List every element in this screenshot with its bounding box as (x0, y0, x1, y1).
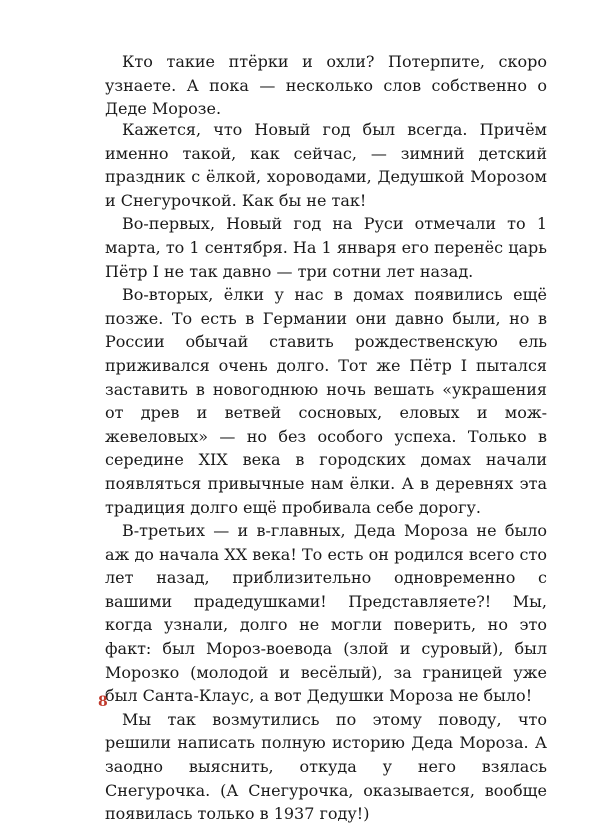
paragraph-firstly: Во-первых, Новый год на Руси отмечали то 1 марта, то 1 сентября. На 1 января его перенёс царь Пётр I не так давно — три сотни лет назад. (105, 214, 547, 281)
intro-block (105, 50, 547, 121)
paragraph-conclusion: Мы так возмутились по этому поводу, что решили написать полную историю Деда Мороза. А заодно выяснить, откуда у него взялась Снегурочка. (А Снегурочка, оказывается, вообще появилась только в 1937 году!) (105, 709, 547, 824)
paragraph-new-year-always: Кажется, что Новый год был всегда. Причём именно такой, как сейчас, — зимний детский праздник с ёлкой, хороводами, Дедушкой Морозом и Снегурочкой. Как бы не так! (105, 120, 547, 210)
paragraph-secondly: Во-вторых, ёлки у нас в домах появились ещё позже. То есть в Германии они давно были, но в России обычай ставить рождественскую ель приживался очень долго. Тот же Пётр I пытался заставить в новогоднюю ночь вешать «украшения от древ и ветвей сосновых, еловых и можжевеловых» — но без особого успеха. Только в середине XIX века в городских домах начали появляться привычные нам ёлки. А в деревнях эта традиция долго ещё пробивала себе дорогу. (105, 285, 547, 517)
main-text-block (105, 118, 547, 826)
page-number: 8 (98, 694, 108, 710)
intro-paragraph: Кто такие птёрки и охли? Потерпите, скоро узнаете. А пока — несколько слов собственно о Деде Морозе. (105, 52, 547, 119)
paragraph-thirdly: В-третьих — и в-главных, Деда Мороза не было аж до начала XX века! То есть он родился всего сто лет назад, приблизительно одновременно с вашими прадедушками! Представляете?! Мы, когда узнали, долго не могли поверить, но это факт: был Мороз-воевода (злой и суровый), был Морозко (молодой и весёлый), за границей уже был Санта-Клаус, а вот Дедушки Мороза не было! (105, 521, 547, 706)
